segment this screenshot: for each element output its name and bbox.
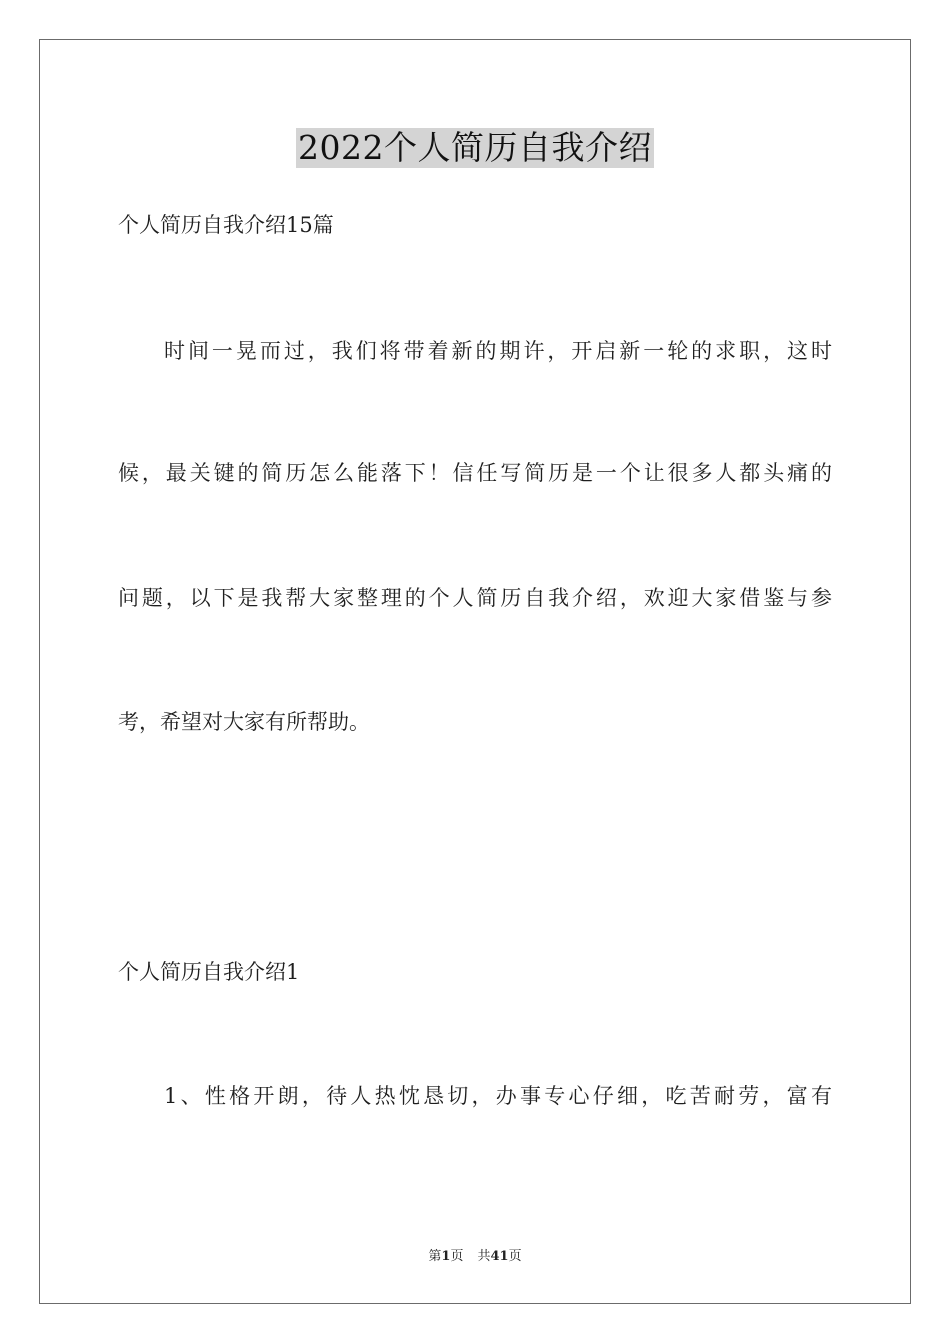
intro-line-2: 候，最关键的简历怎么能落下！信任写简历是一个让很多人都头痛的 xyxy=(118,461,832,485)
intro-line-3: 问题，以下是我帮大家整理的个人简历自我介绍，欢迎大家借鉴与参 xyxy=(118,586,832,610)
footer-total-pages: 41 xyxy=(490,1249,509,1264)
footer-page-prefix: 第 xyxy=(428,1249,442,1264)
page-footer xyxy=(0,1248,950,1266)
footer-total-prefix: 共 xyxy=(477,1249,491,1264)
document-subtitle: 个人简历自我介绍15篇 xyxy=(118,213,334,237)
title-container xyxy=(0,128,950,168)
section-heading: 个人简历自我介绍1 xyxy=(118,960,300,984)
document-title: 2022个人简历自我介绍 xyxy=(298,128,652,167)
intro-line-4: 考，希望对大家有所帮助。 xyxy=(118,710,370,734)
footer-page-number: 1 xyxy=(441,1249,451,1264)
footer-total-suffix: 页 xyxy=(508,1249,522,1264)
intro-line-1: 时间一晃而过，我们将带着新的期许，开启新一轮的求职，这时 xyxy=(164,339,832,363)
footer-page-suffix: 页 xyxy=(450,1249,464,1264)
section-line-1: 1、性格开朗，待人热忱恳切，办事专心仔细，吃苦耐劳，富有 xyxy=(164,1084,832,1108)
